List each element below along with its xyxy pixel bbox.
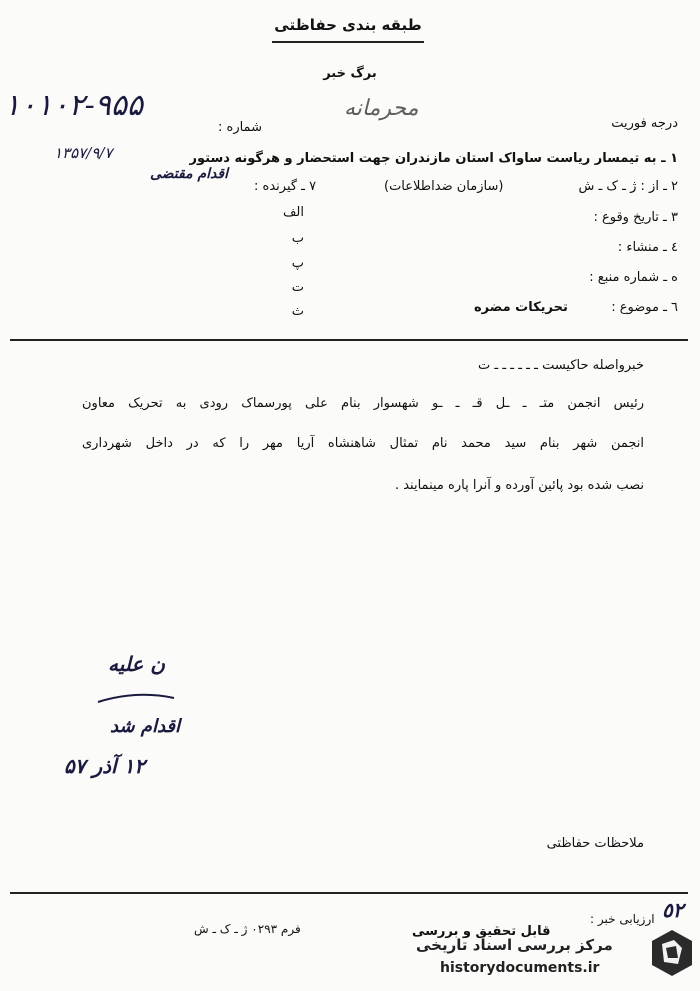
handwritten-ref-number: ۱۰۱۰۲-۹۵۵ bbox=[4, 88, 144, 123]
handwritten-date: ۱۳۵۷/۹/۷ bbox=[54, 144, 113, 162]
recipient-item: الف bbox=[282, 205, 304, 220]
title-underline bbox=[272, 41, 424, 43]
recipient-item: ث bbox=[291, 304, 304, 319]
section-divider bbox=[10, 339, 688, 341]
handwritten-note-line2: اقدام شد bbox=[110, 716, 180, 737]
field-6-subject-label: ٦ ـ موضوع : bbox=[611, 300, 678, 315]
watermark-text: مرکز بررسی اسناد تاریخی bbox=[416, 936, 613, 954]
security-notes-label: ملاحظات حفاظتی bbox=[546, 836, 644, 851]
field-5-source-number: ە ـ شماره منبع : bbox=[589, 270, 678, 285]
number-label: شماره : bbox=[218, 120, 262, 135]
handwritten-action-note: اقدام مقتضی bbox=[150, 166, 228, 182]
handwritten-note-line3: ۱۲ آذر ۵۷ bbox=[64, 754, 146, 778]
urgency-label: درجه فوریت bbox=[611, 116, 678, 131]
recipient-item: ب bbox=[291, 231, 304, 246]
recipient-item: ت bbox=[291, 280, 304, 295]
evaluation-label: ارزیابی خبر : bbox=[590, 912, 655, 926]
report-intro: خبرواصله حاکیست ـ ـ ـ ـ ـ ـ ت bbox=[478, 358, 644, 373]
field-7-recipients-label: ۷ ـ گیرنده : bbox=[254, 179, 317, 194]
evaluation-mark: ٥٢ bbox=[662, 898, 684, 922]
classification-title: طبقه بندی حفاظتی bbox=[274, 16, 422, 34]
form-title: برگ خبر bbox=[323, 66, 377, 81]
report-line: رئیس انجمن متـ ـ ـل قـ ـ ـو شهسوار بنام علی پورسماک رودی به تحریک معاون bbox=[82, 396, 644, 411]
handwritten-stroke bbox=[96, 688, 176, 708]
field-6-subject-value: تحریکات مضره bbox=[474, 300, 568, 315]
field-2-from-label: ۲ ـ از : ژ ـ ک ـ ش bbox=[578, 179, 678, 194]
report-line: نصب شده بود پائین آورده و آنرا پاره مینمایند . bbox=[394, 478, 644, 493]
watermark-url: historydocuments.ir bbox=[440, 960, 600, 976]
form-number: فرم ۰۲۹۳ ژ ـ ک ـ ش bbox=[194, 922, 301, 936]
field-4-origin: ٤ ـ منشاء : bbox=[617, 240, 678, 255]
field-1-recipient-office: ۱ ـ به تیمسار ریاست ساواک استان مازندران جهت استحضار و هرگونه دستور bbox=[189, 151, 678, 166]
field-2-from-value: (سازمان ضداطلاعات) bbox=[384, 179, 504, 194]
report-line: انجمن شهر بنام سید محمد نام تمثال شاهنشاه آریا مهر را که در داخل شهرداری bbox=[82, 436, 644, 451]
handwritten-note-line1: ن علیه bbox=[108, 652, 165, 676]
evaluation-value: قابل تحقیق و بررسی bbox=[412, 924, 551, 939]
confidential-stamp: محرمانه bbox=[344, 96, 419, 121]
archive-logo-icon bbox=[650, 928, 694, 978]
field-3-date-of-event: ۳ ـ تاریخ وقوع : bbox=[593, 210, 678, 225]
footer-divider bbox=[10, 892, 688, 894]
recipient-item: پ bbox=[291, 256, 304, 271]
